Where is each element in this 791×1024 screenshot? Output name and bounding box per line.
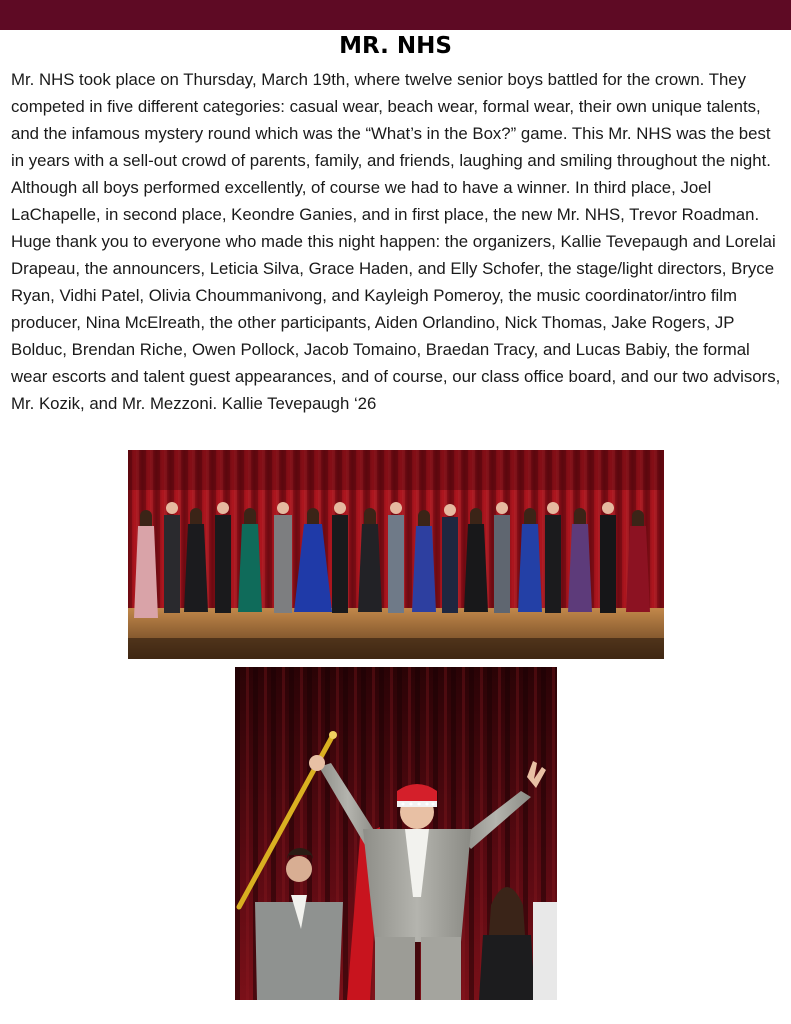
header-bar bbox=[0, 0, 791, 30]
page-title: MR. NHS bbox=[339, 33, 452, 59]
article-body: Mr. NHS took place on Thursday, March 19th, where twelve senior boys battled for the crown. They competed in five different categories: casual wear, beach wear, formal wear, their own unique talents, and the infamous mystery round which was the “What’s in the Box?” game. This Mr. NHS was the best in years with a sell-out crowd of parents, family, and friends, laughing and smiling throughout the night. Although all boys performed excellently, of course we had to have a winner. In third place, Joel LaChapelle, in second place, Keondre Ganies, and in first place, the new Mr. NHS, Trevor Roadman. Huge thank you to everyone who made this night happen: the organizers, Kallie Tevepaugh and Lorelai Drapeau, the announcers, Leticia Silva, Grace Haden, and Elly Schofer, the stage/light directors, Bryce Ryan, Vidhi Patel, Olivia Choummanivong, and Kayleigh Pomeroy, the music coordinator/intro film producer, Nina McElreath, the other participants, Aiden Orlandino, Nick Thomas, Jake Rogers, JP Bolduc, Brendan Riche, Owen Pollock, Jacob Tomaino, Braedan Tracy, and Lucas Babiy, the formal wear escorts and talent guest appearances, and of course, our class office board, and our two advisors, Mr. Kozik, and Mr. Mezzoni. Kallie Tevepaugh ‘26 bbox=[11, 70, 781, 413]
winner-crowned-photo bbox=[235, 667, 557, 1000]
stage-lineup-photo bbox=[128, 450, 664, 659]
